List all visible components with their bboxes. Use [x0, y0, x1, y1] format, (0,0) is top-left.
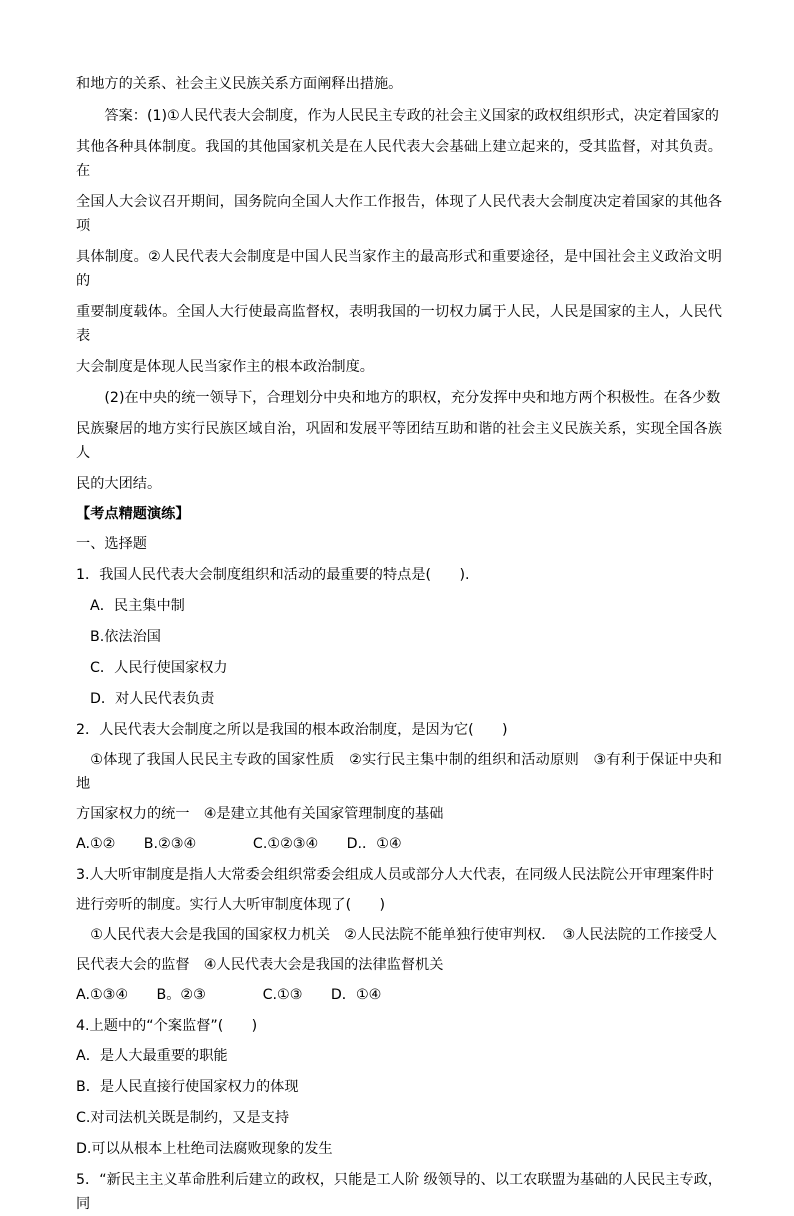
answer-para1-line2: 其他各种具体制度。我国的其他国家机关是在人民代表大会基础上建立起来的，受其监督，对其负责。在 — [76, 139, 722, 179]
question-1-option-c: C．人民行使国家权力 — [90, 660, 228, 676]
question-5 — [76, 1168, 722, 1216]
question-4-option-c: C.对司法机关既是制约，又是支持 — [76, 1110, 290, 1126]
question-2-options: A.①② B.②③④ C.①②③④ D.．①④ — [76, 836, 402, 852]
question-1-stem: 1．我国人民代表大会制度组织和活动的最重要的特点是( ). — [76, 567, 470, 583]
question-3-statements-line1: ①人民代表大会是我国的国家权力机关 ②人民法院不能单独行使审判权． ③人民法院的工作接受人 — [90, 927, 718, 943]
question-3-options: A.①③④ B。②③ C.①③ D．①④ — [76, 987, 382, 1003]
question-5-stem-line1: 5．“新民主主义革命胜利后建立的政权，只能是工人阶 级领导的、以工农联盟为基础的人民民主专政，同 — [76, 1172, 722, 1212]
question-1-option-b: B.依法治国 — [90, 629, 161, 645]
question-4-stem: 4.上题中的“个案监督”( ) — [76, 1018, 258, 1034]
answer-block — [76, 104, 722, 496]
question-1-option-a: A．民主集中制 — [90, 598, 185, 614]
document-page — [76, 72, 722, 1216]
intro-tail: 和地方的关系、社会主义民族关系方面阐释出措施。 — [76, 76, 403, 92]
question-4-option-d: D.可以从根本上杜绝司法腐败现象的发生 — [76, 1141, 333, 1157]
answer-para1-line1: 答案：(1)①人民代表大会制度，作为人民民主专政的社会主义国家的政权组织形式，决定着国家的 — [104, 108, 719, 124]
answer-para2-line1: (2)在中央的统一领导下，合理划分中央和地方的职权，充分发挥中央和地方两个积极性。在各少数 — [104, 390, 721, 406]
question-3-stem-line2: 进行旁听的制度。实行人大听审制度体现了( ) — [76, 897, 386, 913]
question-4-option-a: A．是人大最重要的职能 — [76, 1048, 228, 1064]
question-3-stem-line1: 3.人大听审制度是指人大常委会组织常委会组成人员或部分人大代表，在同级人民法院公开审理案件时 — [76, 867, 714, 883]
question-4 — [76, 1014, 722, 1161]
answer-para1-line6: 大会制度是体现人民当家作主的根本政治制度。 — [76, 359, 374, 375]
answer-para1-line5: 重要制度载体。全国人大行使最高监督权，表明我国的一切权力属于人民，人民是国家的主人，人民代表 — [76, 304, 722, 344]
question-3 — [76, 863, 722, 1007]
question-4-option-b: B．是人民直接行使国家权力的体现 — [76, 1079, 299, 1095]
question-3-statements-line2: 民代表大会的监督 ④人民代表大会是我国的法律监督机关 — [76, 957, 444, 973]
question-2-stem: 2．人民代表大会制度之所以是我国的根本政治制度，是因为它( ) — [76, 722, 508, 738]
question-1-option-d: D．对人民代表负责 — [90, 691, 215, 707]
answer-para1-line3: 全国人大会议召开期间，国务院向全国人大作工作报告，体现了人民代表大会制度决定着国家的其他各项 — [76, 194, 722, 234]
question-2 — [76, 718, 722, 856]
section-heading: 【考点精题演练】 — [76, 506, 190, 522]
answer-para2-line2: 民族聚居的地方实行民族区域自治，巩固和发展平等团结互助和谐的社会主义民族关系，实现全国各族人 — [76, 421, 722, 461]
answer-para2-line3: 民的大团结。 — [76, 476, 162, 492]
question-1 — [76, 563, 722, 711]
answer-para1-line4: 具体制度。②人民代表大会制度是中国人民当家作主的最高形式和重要途径，是中国社会主义政治文明的 — [76, 249, 722, 289]
question-2-statements-line1: ①体现了我国人民民主专政的国家性质 ②实行民主集中制的组织和活动原则 ③有利于保证中央和地 — [76, 752, 722, 792]
question-2-statements-line2: 方国家权力的统一 ④是建立其他有关国家管理制度的基础 — [76, 806, 444, 822]
part-one-title: 一、选择题 — [76, 536, 147, 552]
